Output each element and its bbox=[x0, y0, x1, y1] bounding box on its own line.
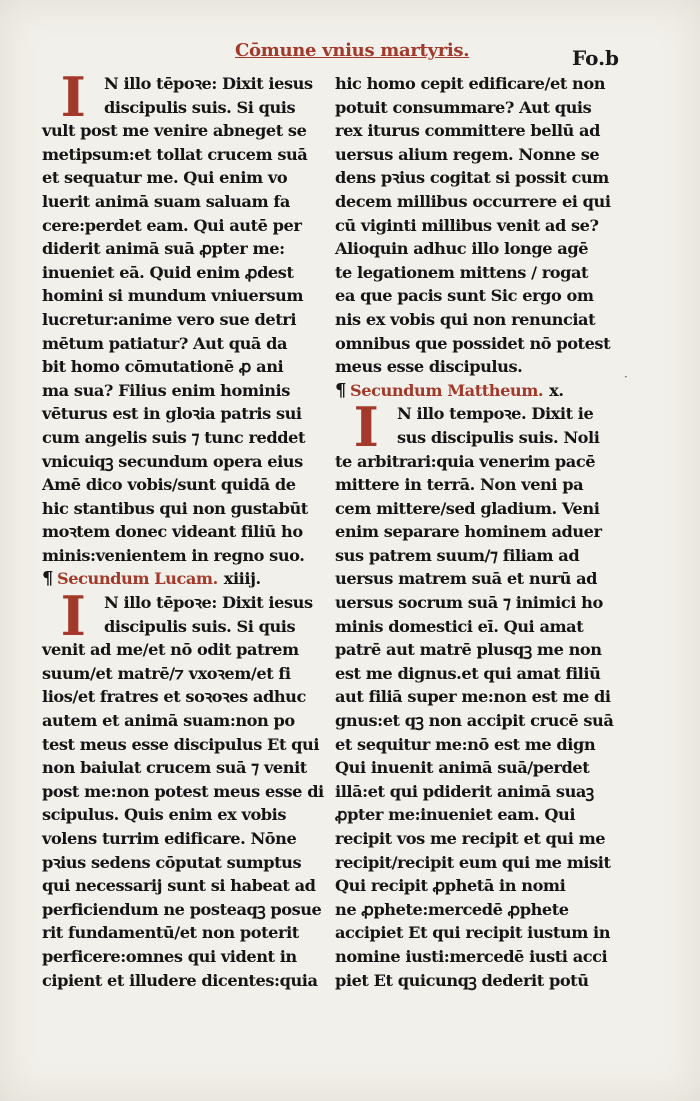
text-line: decem millibus occurrere ei qui bbox=[335, 191, 611, 211]
rubric-label: Secundum Mattheum. bbox=[350, 380, 544, 400]
text-line: cū viginti millibus venit ad se? bbox=[335, 215, 599, 235]
text-line: moꝛtem donec videant filiū ho bbox=[42, 522, 303, 542]
text-line: bit homo cōmutationē ꝓ ani bbox=[42, 357, 284, 377]
text-line: est me dignus.et qui amat filiū bbox=[335, 663, 601, 683]
pilcrow-icon: ¶ bbox=[335, 379, 347, 401]
text-line: discipulis suis. Si quis bbox=[104, 616, 296, 636]
text-line: meus esse discipulus. bbox=[335, 357, 523, 377]
rubricated-initial: I bbox=[60, 65, 86, 129]
text-line: homini si mundum vniuersum bbox=[42, 286, 304, 306]
text-line: metipsum:et tollat crucem suā bbox=[42, 144, 308, 164]
text-line: et sequatur me. Qui enim vo bbox=[42, 168, 288, 188]
text-line: Qui recipit ꝓphetā in nomi bbox=[335, 876, 566, 896]
text-block bbox=[335, 395, 635, 992]
folio-number: Fo.b bbox=[572, 46, 620, 70]
text-line: accipiet Et qui recipit iustum in bbox=[335, 923, 611, 943]
text-line: enim separare hominem aduer bbox=[335, 522, 602, 542]
text-block bbox=[42, 584, 332, 992]
text-block bbox=[335, 72, 635, 379]
text-line: nomine iusti:mercedē iusti acci bbox=[335, 946, 608, 966]
text-line: cum angelis suis ⁊ tunc reddet bbox=[42, 427, 306, 447]
text-line: rit fundamentū/et non poterit bbox=[42, 923, 299, 943]
text-line: mētum patiatur? Aut quā da bbox=[42, 333, 288, 353]
text-line: pꝛius sedens cōputat sumptus bbox=[42, 852, 302, 872]
text-line: Qui inuenit animā suā/perdet bbox=[335, 758, 590, 778]
text-line: cere:perdet eam. Qui autē per bbox=[42, 215, 302, 235]
text-line: aut filiā super me:non est me di bbox=[335, 687, 611, 707]
text-line: illā:et qui pdiderit animā suaꝫ bbox=[335, 781, 594, 801]
running-title: Cōmune vnius martyris. bbox=[235, 40, 470, 61]
text-block bbox=[42, 65, 332, 567]
text-line: cipient et illudere dicentes:quia bbox=[42, 970, 318, 990]
gospel-section-2 bbox=[42, 584, 332, 992]
text-line: uersus alium regem. Nonne se bbox=[335, 144, 600, 164]
text-line: diderit animā suā ꝓpter me: bbox=[42, 239, 285, 259]
text-line: discipulis suis. Si quis bbox=[104, 97, 296, 117]
text-line: cem mittere/sed gladium. Veni bbox=[335, 498, 600, 518]
text-line: vnicuiqꝫ secundum opera eius bbox=[42, 451, 303, 471]
text-line: hic homo cepit edificare/et non bbox=[335, 74, 606, 93]
text-line: mittere in terrā. Non veni pa bbox=[335, 475, 584, 495]
text-line: te legationem mittens / rogat bbox=[335, 262, 589, 282]
chapter-reference: x. bbox=[549, 380, 564, 400]
text-line: post me:non potest meus esse di bbox=[42, 781, 324, 801]
text-line: N illo tēpoꝛe: Dixit iesus bbox=[104, 74, 313, 93]
left-column bbox=[42, 65, 332, 992]
text-line: Alioquin adhuc illo longe agē bbox=[335, 239, 589, 259]
chapter-reference: xiiij. bbox=[223, 569, 261, 589]
text-line: scipulus. Quis enim ex vobis bbox=[42, 805, 287, 825]
gospel-section-3 bbox=[335, 395, 635, 992]
text-line: minis domestici eī. Qui amat bbox=[335, 616, 584, 636]
text-line: hic stantibus qui non gustabūt bbox=[42, 498, 308, 518]
text-line: venit ad me/et nō odit patrem bbox=[42, 640, 299, 660]
text-line: luerit animā suam saluam fa bbox=[42, 191, 290, 211]
text-line: autem et animā suam:non po bbox=[42, 711, 295, 731]
text-line: ꝓpter me:inueniet eam. Qui bbox=[335, 805, 576, 825]
text-line: perficiendum ne posteaqꝫ posue bbox=[42, 899, 322, 919]
rubric-heading-lucam bbox=[42, 567, 332, 591]
text-line: ea que pacis sunt Sic ergo om bbox=[335, 286, 594, 306]
text-line: sus discipulis suis. Noli bbox=[397, 427, 600, 447]
text-line: rex iturus committere bellū ad bbox=[335, 121, 600, 141]
text-line: Amē dico vobis/sunt quidā de bbox=[42, 475, 296, 495]
text-line: piet Et quicunqꝫ dederit potū bbox=[335, 970, 589, 990]
text-line: recipit vos me recipit et qui me bbox=[335, 829, 606, 848]
text-line: inueniet eā. Quid enim ꝓdest bbox=[42, 262, 294, 282]
text-line: qui necessarij sunt si habeat ad bbox=[42, 876, 316, 896]
text-line: non baiulat crucem suā ⁊ venit bbox=[42, 758, 307, 778]
text-line: patrē aut matrē plusqꝫ me non bbox=[335, 640, 602, 660]
text-line: N illo tēpoꝛe: Dixit iesus bbox=[104, 593, 313, 613]
gospel-section-1 bbox=[42, 65, 332, 567]
text-line: omnibus que possidet nō potest bbox=[335, 333, 611, 353]
text-line: gnus:et qꝫ non accipit crucē suā bbox=[335, 711, 614, 731]
margin-mark: · bbox=[624, 370, 628, 384]
text-line: ma sua? Filius enim hominis bbox=[42, 380, 290, 400]
pilcrow-icon: ¶ bbox=[42, 568, 54, 590]
page-header bbox=[0, 40, 700, 72]
rubric-heading-mattheum bbox=[335, 379, 635, 403]
text-line: potuit consummare? Aut quis bbox=[335, 97, 592, 117]
text-line: uersus matrem suā et nurū ad bbox=[335, 569, 598, 589]
text-line: dens pꝛius cogitat si possit cum bbox=[335, 168, 609, 188]
text-line: sus patrem suum/⁊ filiam ad bbox=[335, 545, 580, 565]
text-line: N illo tempoꝛe. Dixit ie bbox=[397, 404, 594, 424]
text-line: et sequitur me:nō est me dign bbox=[335, 734, 596, 754]
text-line: recipit/recipit eum qui me misit bbox=[335, 852, 611, 872]
text-line: ne ꝓphete:mercedē ꝓphete bbox=[335, 899, 569, 919]
text-line: nis ex vobis qui non renunciat bbox=[335, 309, 596, 329]
text-line: perficere:omnes qui vident in bbox=[42, 946, 297, 966]
text-line: uersus socrum suā ⁊ inimici ho bbox=[335, 593, 603, 613]
right-column bbox=[335, 72, 635, 992]
text-line: suum/et matrē/⁊ vxoꝛem/et fi bbox=[42, 663, 291, 683]
text-line: vēturus est in gloꝛia patris sui bbox=[42, 404, 302, 424]
rubricated-initial: I bbox=[60, 584, 86, 649]
text-line: lios/et fratres et soꝛoꝛes adhuc bbox=[42, 687, 306, 707]
rubric-label: Secundum Lucam. bbox=[57, 569, 218, 589]
text-line: vult post me venire abneget se bbox=[42, 121, 307, 141]
rubricated-initial: I bbox=[353, 395, 379, 460]
text-line: minis:venientem in regno suo. bbox=[42, 545, 305, 565]
text-line: lucretur:anime vero sue detri bbox=[42, 309, 297, 329]
text-line: test meus esse discipulus Et qui bbox=[42, 734, 320, 754]
text-line: volens turrim edificare. Nōne bbox=[42, 829, 297, 848]
text-line: te arbitrari:quia venerim pacē bbox=[335, 451, 596, 471]
